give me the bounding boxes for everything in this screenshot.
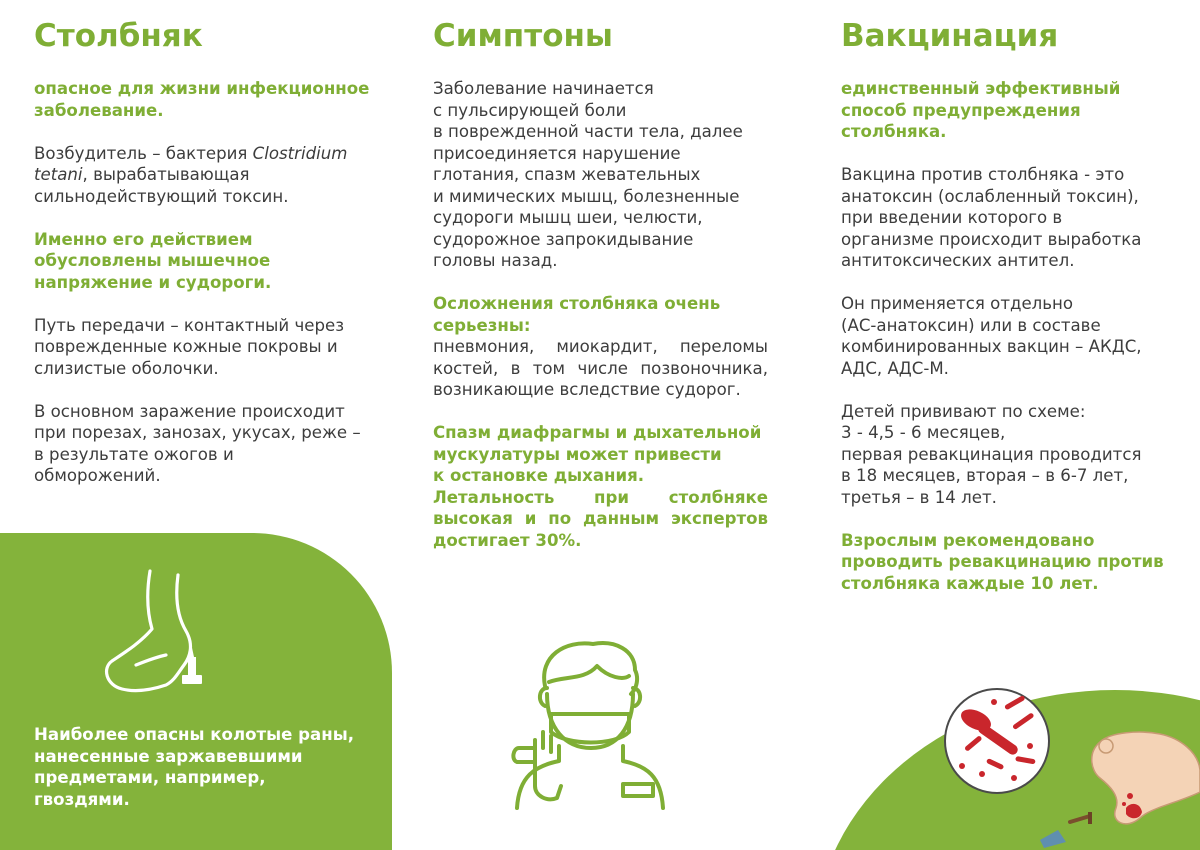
tetanus-agent: Возбудитель – бактерия Clostridium tetani, вырабатывающая сильнодействующий токсин. <box>34 143 348 206</box>
lethality: Летальность при столбняке высокая и по данным экспертов достигает 30%. <box>433 487 768 550</box>
tetanus-lead: опасное для жизни инфекционное заболевание. <box>34 79 370 120</box>
warning-text: Наиболее опасны колотые раны, нанесенные заржавевшими предметами, например, гвоздями. <box>34 725 355 809</box>
adults-recommendation: Взрослым рекомендовано проводить ревакцинацию против столбняка каждые 10 лет. <box>841 530 1164 593</box>
vaccination-lead: единственный эффективный способ предупреждения столбняка. <box>841 79 1121 141</box>
tetanus-transmission: Путь передачи – контактный через поврежденные кожные покровы и слизистые оболочки. <box>34 315 345 378</box>
vaccine-usage: Он применяется отдельно (АС-анатоксин) или в составе комбинированных вакцин – АКДС, АДС, АДС-М. <box>841 294 1142 378</box>
vaccination-schedule: Детей прививают по схеме: 3 - 4,5 - 6 месяцев, первая ревакцинация проводится в 18 месяцев, вторая – в 6-7 лет, третья – в 14 лет. <box>841 401 1142 507</box>
tetanus-infection: В основном заражение происходит при порезах, занозах, укусах, реже – в результате ожогов и обморожений. <box>34 401 361 485</box>
title-tetanus: Столбняк <box>34 18 203 54</box>
tetanus-effect: Именно его действием обусловлены мышечное напряжение и судороги. <box>34 229 272 292</box>
complications-body: пневмония, миокардит, переломы костей, в том числе позвоночника, возникающие вследствие судорог. <box>433 337 768 399</box>
title-symptoms: Симптоны <box>433 18 613 54</box>
symptoms-onset: Заболевание начинается с пульсирующей боли в поврежденной части тела, далее присоединяется нарушение глотания, спазм жевательных и мимических мышц, болезненные судороги мышц шеи, челюсти, судорожное запрокидывание головы назад. <box>433 79 743 270</box>
title-vaccination: Вакцинация <box>841 18 1059 54</box>
spasm-warning: Спазм диафрагмы и дыхательной мускулатуры может привести к остановке дыхания. <box>433 423 762 485</box>
complications-title: Осложнения столбняка очень серьезны: <box>433 294 721 335</box>
injured-foot-icon <box>1030 722 1200 850</box>
vaccine-description: Вакцина против столбняка - это анатоксин (ослабленный токсин), при введении которого в организме происходит выработка антитоксических антител. <box>841 165 1142 270</box>
